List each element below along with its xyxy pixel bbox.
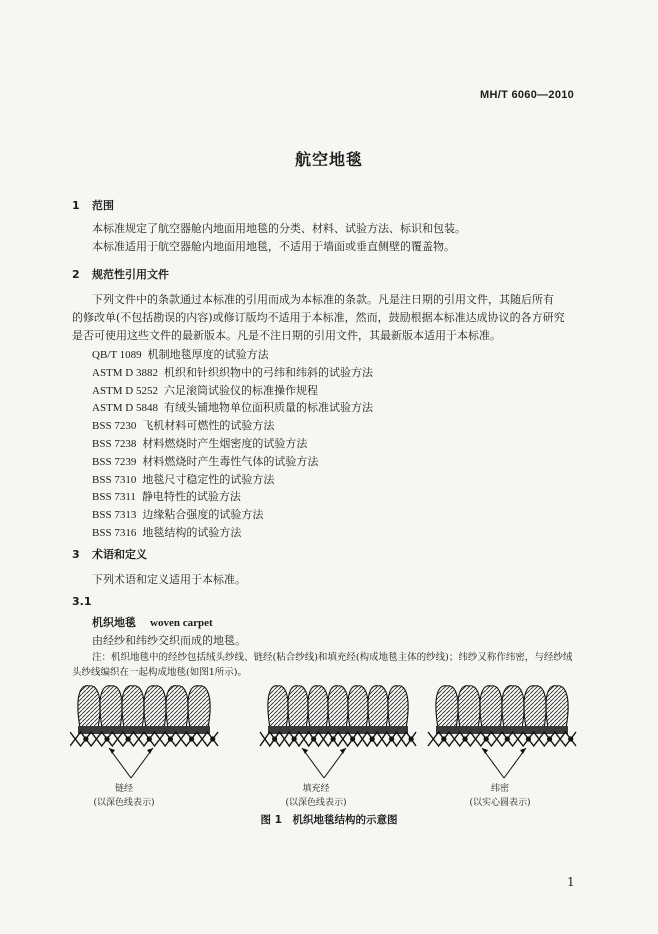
reference-code: BSS 7316 xyxy=(92,527,137,539)
note-line: 头纱线编织在一起构成地毯(如图1所示)。 xyxy=(72,667,247,678)
weft-dot xyxy=(409,736,414,741)
weft-dot xyxy=(104,736,109,741)
reference-title: 地毯结构的试验方法 xyxy=(142,526,242,539)
reference-title: 六足滚筒试验仪的标准操作规程 xyxy=(164,383,319,397)
section-number: 2 xyxy=(72,268,80,281)
label-desc: (以实心圆表示) xyxy=(469,798,531,808)
reference-title: 边缘粘合强度的试验方法 xyxy=(142,508,264,522)
reference-item xyxy=(92,346,269,362)
pile-loop xyxy=(388,686,408,728)
weft-dot xyxy=(505,736,510,741)
reference-item xyxy=(92,435,307,451)
reference-code: BSS 7230 xyxy=(92,420,137,433)
pile-loop xyxy=(480,686,502,728)
pile-loop xyxy=(458,686,480,728)
pile-loop xyxy=(348,686,368,728)
pile-loop xyxy=(288,686,308,728)
paragraph: 本标准规定了航空器舱内地面用地毯的分类、材料、试验方法、标识和包装。 xyxy=(92,222,466,235)
section-title: 范围 xyxy=(92,199,114,212)
label-name: 填充经 xyxy=(302,784,330,794)
weft-dot xyxy=(389,736,394,741)
definition: 由经纱和纬纱交织而成的地毯。 xyxy=(92,634,246,647)
weft-dot xyxy=(526,736,531,741)
document-title: 航空地毯 xyxy=(294,150,363,169)
pile-loop xyxy=(436,686,458,728)
paragraph: 下列文件中的条款通过本标准的引用而成为本标准的条款。凡是注日期的引用文件，其随后所有 xyxy=(92,293,554,306)
pile-loop xyxy=(144,686,166,728)
arrow-head xyxy=(340,748,346,754)
pile-loop xyxy=(122,686,144,728)
weft-dot xyxy=(147,736,152,741)
reference-code: BSS 7311 xyxy=(92,491,136,504)
weft-dot xyxy=(441,736,446,741)
arrow-head xyxy=(147,748,153,754)
reference-item xyxy=(92,524,241,540)
figure-label-stuffer-warp xyxy=(256,782,376,810)
reference-item xyxy=(92,471,274,487)
figure-caption: 图 1 机织地毯结构的示意图 xyxy=(260,814,398,826)
label-desc: (以深色线表示) xyxy=(93,798,155,808)
reference-item xyxy=(92,364,373,380)
weft-dot xyxy=(272,736,277,741)
pile-loop xyxy=(328,686,348,728)
reference-code: ASTM D 5848 xyxy=(92,402,159,415)
weft-dot xyxy=(126,736,131,741)
reference-code: ASTM D 3882 xyxy=(92,366,159,379)
label-desc: (以深色线表示) xyxy=(285,798,347,808)
weft-dot xyxy=(484,736,489,741)
standard-code: MH/T 6060—2010 xyxy=(480,89,575,101)
weft-dot xyxy=(331,736,336,741)
term-english: woven carpet xyxy=(150,617,213,629)
pile-loop xyxy=(308,686,328,728)
reference-code: BSS 7313 xyxy=(92,509,137,522)
weft-dot xyxy=(311,736,316,741)
section-number: 1 xyxy=(72,199,80,212)
reference-title: 静电特性的试验方法 xyxy=(141,490,241,504)
reference-item xyxy=(92,453,318,469)
weft-dot xyxy=(350,736,355,741)
term xyxy=(92,614,213,630)
arrow-head xyxy=(482,748,488,754)
term-chinese: 机织地毯 xyxy=(92,616,136,629)
paragraph: 是否可使用这些文件的最新版本。凡是不注日期的引用文件，其最新版本适用于本标准。 xyxy=(72,329,501,342)
reference-item xyxy=(92,399,373,415)
reference-title: 飞机材料可燃性的试验方法 xyxy=(142,419,275,433)
section-title: 术语和定义 xyxy=(92,548,147,561)
reference-item xyxy=(92,488,241,504)
reference-title: 地毯尺寸稳定性的试验方法 xyxy=(142,472,275,486)
page-number: 1 xyxy=(567,875,575,889)
section-1-heading xyxy=(72,197,114,213)
reference-item xyxy=(92,417,274,433)
weft-dot xyxy=(547,736,552,741)
reference-item xyxy=(92,506,263,522)
pile-loop xyxy=(546,686,568,728)
reference-title: 有绒头铺地物单位面积质量的标准试验方法 xyxy=(164,401,374,415)
weft-dot xyxy=(189,736,194,741)
reference-title: 材料燃烧时产生毒性气体的试验方法 xyxy=(142,454,319,468)
reference-code: BSS 7238 xyxy=(92,438,137,450)
weft-dot xyxy=(370,736,375,741)
pile-loop xyxy=(188,686,210,728)
reference-code: BSS 7310 xyxy=(92,473,137,486)
reference-code: BSS 7239 xyxy=(92,455,137,468)
label-name: 链经 xyxy=(114,784,133,794)
figure-label-weft xyxy=(440,782,560,810)
weft-dot xyxy=(83,736,88,741)
pile-loop xyxy=(268,686,288,728)
pile-loop xyxy=(524,686,546,728)
pile-loop xyxy=(368,686,388,728)
reference-title: 材料燃烧时产生烟密度的试验方法 xyxy=(142,437,308,450)
arrow-head xyxy=(109,748,115,754)
weft-dot xyxy=(568,736,573,741)
reference-code: QB/T 1089 xyxy=(92,349,142,361)
reference-title: 机织和针织织物中的弓纬和纬斜的试验方法 xyxy=(164,365,374,379)
section-2-heading xyxy=(72,266,169,282)
section-number: 3 xyxy=(72,548,80,561)
weft-dot xyxy=(462,736,467,741)
reference-title: 机制地毯厚度的试验方法 xyxy=(147,348,269,361)
paragraph: 下列术语和定义适用于本标准。 xyxy=(92,573,246,586)
pile-loop xyxy=(166,686,188,728)
weft-dot xyxy=(210,736,215,741)
note-line: 注：机织地毯中的经纱包括绒头纱线、链经(粘合纱线)和填充经(构成地毯主体的纱线)；纬纱又称作纬密，与经纱绒 xyxy=(92,652,573,663)
paragraph: 本标准适用于航空器舱内地面用地毯，不适用于墙面或垂直侧壁的覆盖物。 xyxy=(92,240,455,253)
reference-item xyxy=(92,382,318,398)
figure-label-chain-warp xyxy=(64,782,184,810)
reference-code: ASTM D 5252 xyxy=(92,384,159,397)
pile-loop xyxy=(78,686,100,728)
weft-dot xyxy=(168,736,173,741)
section-title: 规范性引用文件 xyxy=(92,268,169,281)
arrow-head xyxy=(520,748,526,754)
paragraph: 的修改单(不包括勘误的内容)或修订版均不适用于本标准，然而，鼓励根据本标准达成协议的各方研究 xyxy=(72,311,565,324)
section-3-heading xyxy=(72,546,147,562)
subsection-number: 3.1 xyxy=(72,595,92,608)
pile-loop xyxy=(100,686,122,728)
label-name: 纬密 xyxy=(490,784,509,794)
pile-loop xyxy=(502,686,524,728)
arrow-head xyxy=(302,748,308,754)
weft-dot xyxy=(292,736,297,741)
carpet-structure-figure xyxy=(70,678,590,788)
